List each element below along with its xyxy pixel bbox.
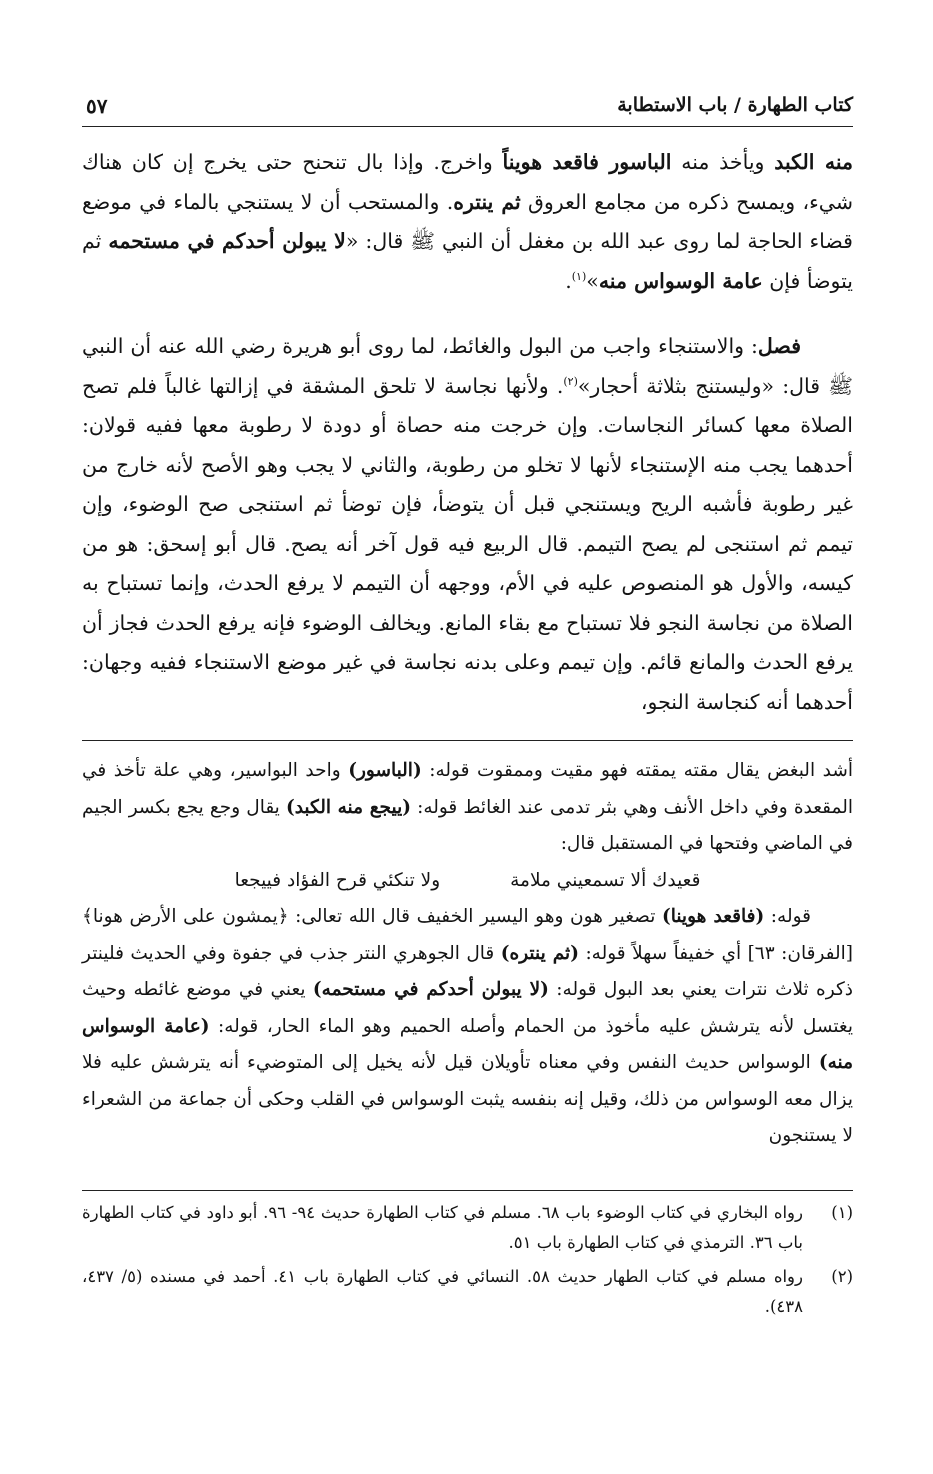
footnote-1	[82, 1198, 853, 1258]
footnote-number: (٢)	[831, 1267, 853, 1286]
paragraph	[82, 327, 853, 722]
footnotes-divider	[82, 1190, 853, 1191]
footnote-number: (١)	[831, 1203, 853, 1222]
text-run: الوسواس حديث النفس وفي معناه تأويلان قيل لأنه يخيل إلى المتوضيء أنه يترشش عليه فلا يزال معه الوسواس من ذلك، وقيل إنه بنفسه يثبت الوسواس في القلب وحكى أن جماعة من الشعراء لا يستنجون	[82, 1052, 853, 1146]
text-run: واحد البواسير، وهي علة تأخذ في المقعدة وفي داخل الأنف وهي بثر تدمى عند الغائط قوله:	[82, 760, 853, 818]
text-run: .	[565, 268, 572, 293]
text-run: . والمستحب أن لا يستنجي بالماء في موضع قضاء الحاجة لما روى عبد الله بن مغفل أن النبي ﷺ قال: «	[82, 189, 853, 253]
text-run: : والاستنجاء واجب من البول والغائط، لما روى أبو هريرة رضي الله عنه أن النبي ﷺ قال: «وليستنج بثلاثة أحجار»	[82, 334, 853, 398]
text-run: ثم يتوضأ فإن	[82, 229, 853, 293]
text-run: يقال وجع يجع بكسر الجيم في الماضي وفتحها في المستقبل قال:	[82, 796, 853, 854]
page-number: ٥٧	[86, 94, 108, 118]
bold-term: (عامة الوسواس منه)	[82, 1015, 853, 1073]
text-run: ويأخذ منه	[671, 150, 775, 174]
commentary-notes	[82, 753, 853, 1155]
bold-term: الباسور فاقعد هويناً	[502, 150, 672, 174]
footnote-2	[82, 1262, 853, 1322]
footnote-ref-1[interactable]: (١)	[571, 269, 587, 283]
verse-second-hemistich: ولا تنكئي قرح الفؤاد فييجعا	[234, 869, 441, 891]
main-text-paragraph-1	[82, 143, 853, 301]
commentary-paragraph	[82, 899, 853, 1155]
text-run: أشد البغض يقال مقته يمقته فهو مقيت وممقوت قوله:	[421, 760, 853, 781]
poetry-verse	[82, 863, 853, 900]
bold-term: (الباسور)	[348, 760, 422, 781]
footnote-ref-2[interactable]: (٢)	[563, 374, 578, 388]
running-title: كتاب الطهارة / باب الاستطابة	[617, 94, 853, 116]
bold-term: (ييجع منه الكبد)	[285, 796, 411, 818]
page-header	[82, 86, 853, 127]
bold-term: (فاقعد هوينا)	[661, 906, 765, 927]
text-run: تصغير هون وهو اليسير الخفيف قال الله تعالى: ﴿يمشون على الأرض هونا﴾ [الفرقان: ٦٣] أي خفيفاً سهلاً قوله:	[82, 906, 854, 964]
text-run: »	[586, 268, 599, 293]
commentary-divider	[82, 740, 853, 741]
commentary-paragraph	[82, 753, 853, 863]
section-label: فصل	[757, 334, 801, 358]
footnotes	[82, 1198, 853, 1326]
bold-term: (لا يبولن أحدكم في مستحمه)	[312, 979, 549, 1000]
bold-hadith: لا يبولن أحدكم في مستحمه	[108, 229, 346, 253]
text-run: قوله:	[764, 906, 811, 927]
paragraph	[82, 143, 853, 301]
bold-term: منه الكبد	[774, 150, 854, 174]
text-run: يعني في موضع غائطه وحيث يغتسل لأنه يترشش عليه مأخوذ من الحمام وأصله الحميم وهو الماء الحار، قوله:	[82, 979, 853, 1037]
footnote-text: رواه مسلم في كتاب الطهار حديث ٥٨. النسائي في كتاب الطهارة باب ٤١. أحمد في مسنده (٥/ ٤٣٧، ٤٣٨).	[82, 1267, 803, 1316]
bold-hadith: عامة الوسواس منه	[598, 268, 763, 293]
bold-term: ثم ينتره	[453, 189, 521, 214]
bold-term: (ثم ينتره)	[500, 942, 579, 964]
text-run: . ولأنها نجاسة لا تلحق المشقة في إزالتها غالباً فلم تصح الصلاة معها كسائر النجاسات. وإن خرجت منه حصاة أو دودة لا رطوبة معها ففيه قولان: أحدهما يجب منه الإستنجاء لأنها لا تخلو من رطوبة، والثاني لا يجب وهو الأصح لأنه خارج من غير رطوبة فأشبه الريح ويستنجي قبل أن يتوضأ، فإن توضأ ثم استنجى صح الوضوء، وإن تيمم ثم استنجى لم يصح التيمم. قال الربيع فيه قول آخر أنه يصح. قال أبو إسحق: هو من كيسه، والأول هو المنصوص عليه في الأم، ووجهه أن التيمم لا يرفع الحدث، وإنما تستباح به الصلاة من نجاسة النجو فلا تستباح مع بقاء المانع. ويخالف الوضوء فإنه يرفع الحدث فجاز أن يرفع الحدث والمانع قائم. وإن تيمم وعلى بدنه نجاسة في غير موضع الاستنجاء ففيه وجهان: أحدهما أنه كنجاسة النجو،	[82, 373, 853, 714]
text-run: قال الجوهري النتر جذب في جفوة وفي الحديث فلينتر ذكره ثلاث نترات يعني بعد البول قوله:	[82, 942, 853, 1000]
text-run: واخرج. وإذا بال تنحنح حتى يخرج إن كان هناك شيء، ويمسح ذكره من مجامع العروق	[82, 150, 853, 214]
verse-first-hemistich: قعيدك ألا تسمعيني ملامة	[510, 869, 701, 891]
footnote-text: رواه البخاري في كتاب الوضوء باب ٦٨. مسلم في كتاب الطهارة حديث ٩٤- ٩٦. أبو داود في كتاب الطهارة باب ٣٦. الترمذي في كتاب الطهارة باب ٥١.	[82, 1203, 803, 1252]
main-text-paragraph-2	[82, 327, 853, 722]
